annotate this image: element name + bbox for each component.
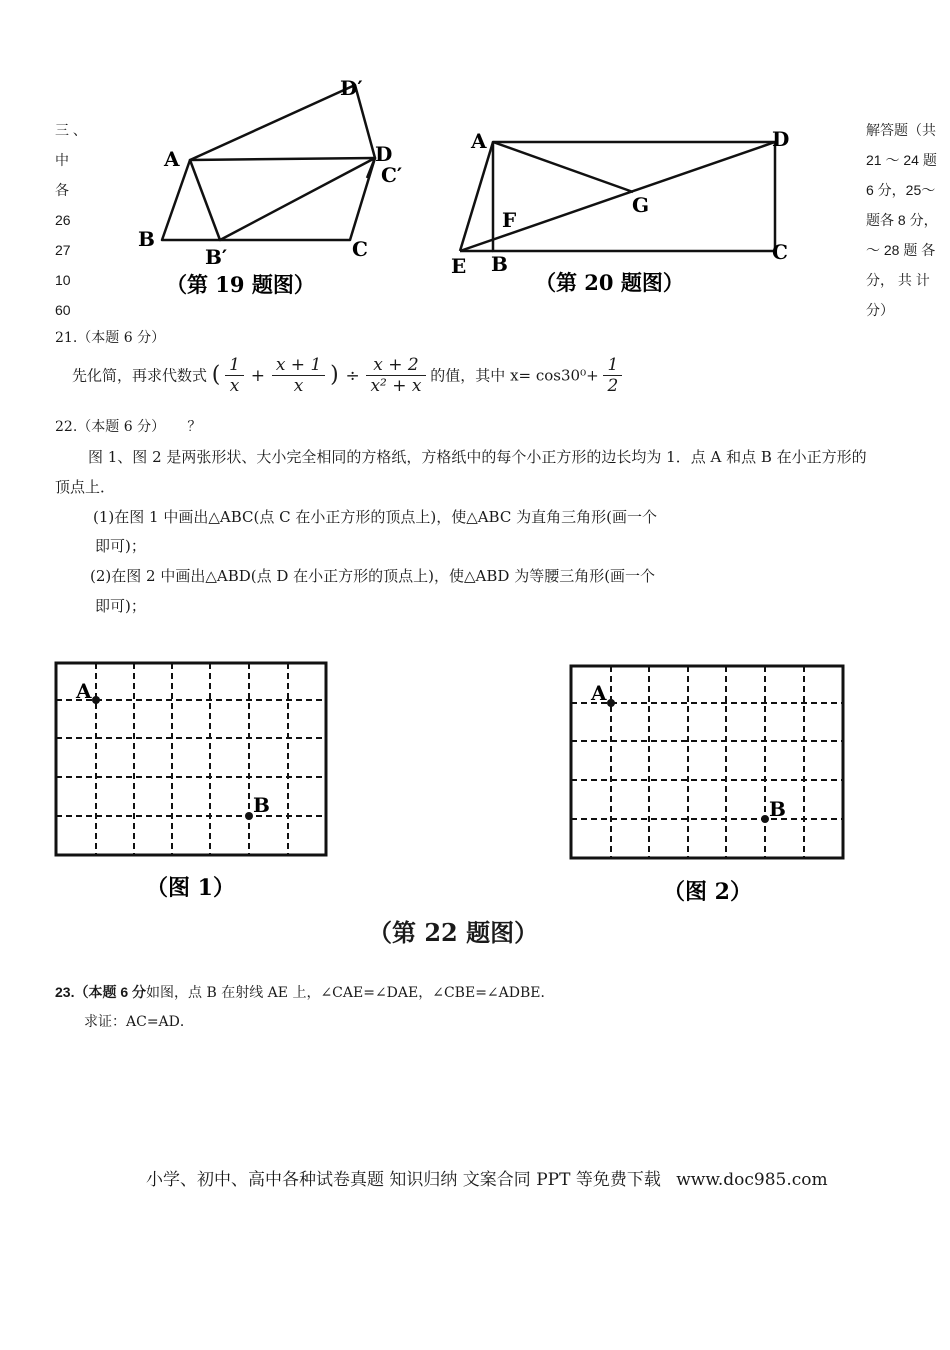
header-right-text: 分）: [866, 302, 894, 318]
header-left-char: 27: [55, 242, 71, 258]
label-c: C: [352, 237, 368, 261]
label-b-prime: B′: [205, 245, 228, 269]
label-d: D: [772, 127, 790, 151]
footer-url[interactable]: www.doc985.com: [676, 1170, 828, 1190]
fraction-2-num: x + 1: [272, 355, 325, 376]
header-right-text: 解答题（共: [866, 122, 936, 138]
label-c-prime: C′: [381, 163, 403, 187]
label-b: B: [138, 227, 155, 251]
fraction-3-num: x + 2: [366, 355, 425, 376]
fig19-caption: （第 19 题图）: [166, 272, 315, 297]
header-right-text: 题各 8 分，: [866, 212, 938, 228]
q22-heading: 22.（本题 6 分） ？: [55, 419, 202, 435]
label-b: B: [491, 252, 508, 276]
header-left-char: 中: [55, 152, 69, 168]
label-d-prime: D′: [340, 76, 363, 100]
header-left-char: 26: [55, 212, 71, 228]
q23-line1: [55, 982, 555, 1003]
divide-sign: ÷: [345, 365, 360, 386]
label-a: A: [471, 129, 487, 153]
footer: [146, 1168, 828, 1192]
figure-19: [130, 70, 420, 310]
label-c: C: [772, 240, 788, 264]
fig20-caption: （第 20 题图）: [535, 270, 684, 295]
q22-figure-caption: （第 22 题图）: [368, 918, 539, 947]
fraction-1-num: 1: [225, 355, 244, 376]
q22-part2-line2: 即可)；: [95, 597, 146, 615]
label-a: A: [76, 679, 92, 703]
q23-line2: 求证：AC=AD．: [84, 1014, 194, 1030]
grid-figure-1: [50, 655, 340, 915]
grid-figure-2: [565, 658, 855, 918]
fraction-4-num: 1: [603, 355, 622, 376]
q21-heading: 21.（本题 6 分）: [55, 330, 166, 346]
header-right-text: ～ 28 题 各: [866, 242, 936, 258]
label-g: G: [632, 193, 650, 217]
header-right-text: 分， 共 计: [866, 272, 930, 288]
label-a: A: [164, 147, 180, 171]
paren-close: ): [330, 362, 339, 388]
fraction-2: [272, 355, 325, 396]
label-b: B: [253, 793, 270, 817]
point-a: [92, 696, 100, 704]
q22-part1-line1: (1)在图 1 中画出△ABC(点 C 在小正方形的顶点上)，使△ABC 为直角三角形(画一个: [93, 508, 657, 526]
label-d: D: [375, 142, 393, 166]
header-right-text: 21 ～ 24 题: [866, 152, 937, 168]
label-f: F: [502, 208, 517, 232]
figure-20: [445, 120, 805, 305]
q21-lead: 先化简，再求代数式: [72, 366, 208, 385]
q22-part2-line1: (2)在图 2 中画出△ABD(点 D 在小正方形的顶点上)，使△ABD 为等腰三角形(画一个: [90, 567, 656, 585]
header-right-text: 6 分，25～: [866, 182, 936, 198]
header-left-char: 60: [55, 302, 71, 318]
fraction-2-den: x: [293, 376, 304, 396]
label-a: A: [591, 681, 607, 705]
q21-mid: 的值，其中 x= cos30⁰+: [430, 366, 599, 385]
point-b: [761, 815, 769, 823]
fraction-3-den: x² + x: [370, 376, 422, 396]
q23-heading: 23.（本题 6 分: [55, 984, 147, 1000]
label-e: E: [451, 254, 467, 278]
parallelogram-abprime: [190, 85, 375, 240]
fraction-4-den: 2: [607, 376, 619, 396]
section-header-left: [55, 115, 105, 325]
fraction-1-den: x: [229, 376, 240, 396]
fraction-4: [603, 355, 622, 396]
q21-expression: [72, 355, 622, 396]
header-left-char: 10: [55, 272, 71, 288]
point-b: [245, 812, 253, 820]
fraction-3: [366, 355, 425, 396]
header-left-char: 三 、: [55, 122, 87, 138]
q22-paragraph-line1: 图 1、图 2 是两张形状、大小完全相同的方格纸，方格纸中的每个小正方形的边长均为 1．点 A 和点 B 在小正方形的: [88, 448, 867, 466]
q22-part1-line2: 即可)；: [95, 537, 146, 555]
q22-paragraph-line2: 顶点上．: [55, 478, 116, 496]
plus-sign: +: [250, 365, 266, 386]
section-header-right: [866, 115, 950, 325]
grid1-caption: （图 1）: [146, 875, 235, 901]
fraction-1: [225, 355, 244, 396]
header-left-char: 各: [55, 182, 69, 198]
footer-text: 小学、初中、高中各种试卷真题 知识归纳 文案合同 PPT 等免费下载: [146, 1170, 661, 1190]
q23-statement: 如图，点 B 在射线 AE 上，∠CAE=∠DAE，∠CBE=∠ADBE．: [146, 985, 555, 1001]
label-b: B: [769, 797, 786, 821]
paren-open: (: [211, 362, 221, 388]
point-a: [607, 699, 615, 707]
grid2-caption: （图 2）: [663, 879, 752, 905]
